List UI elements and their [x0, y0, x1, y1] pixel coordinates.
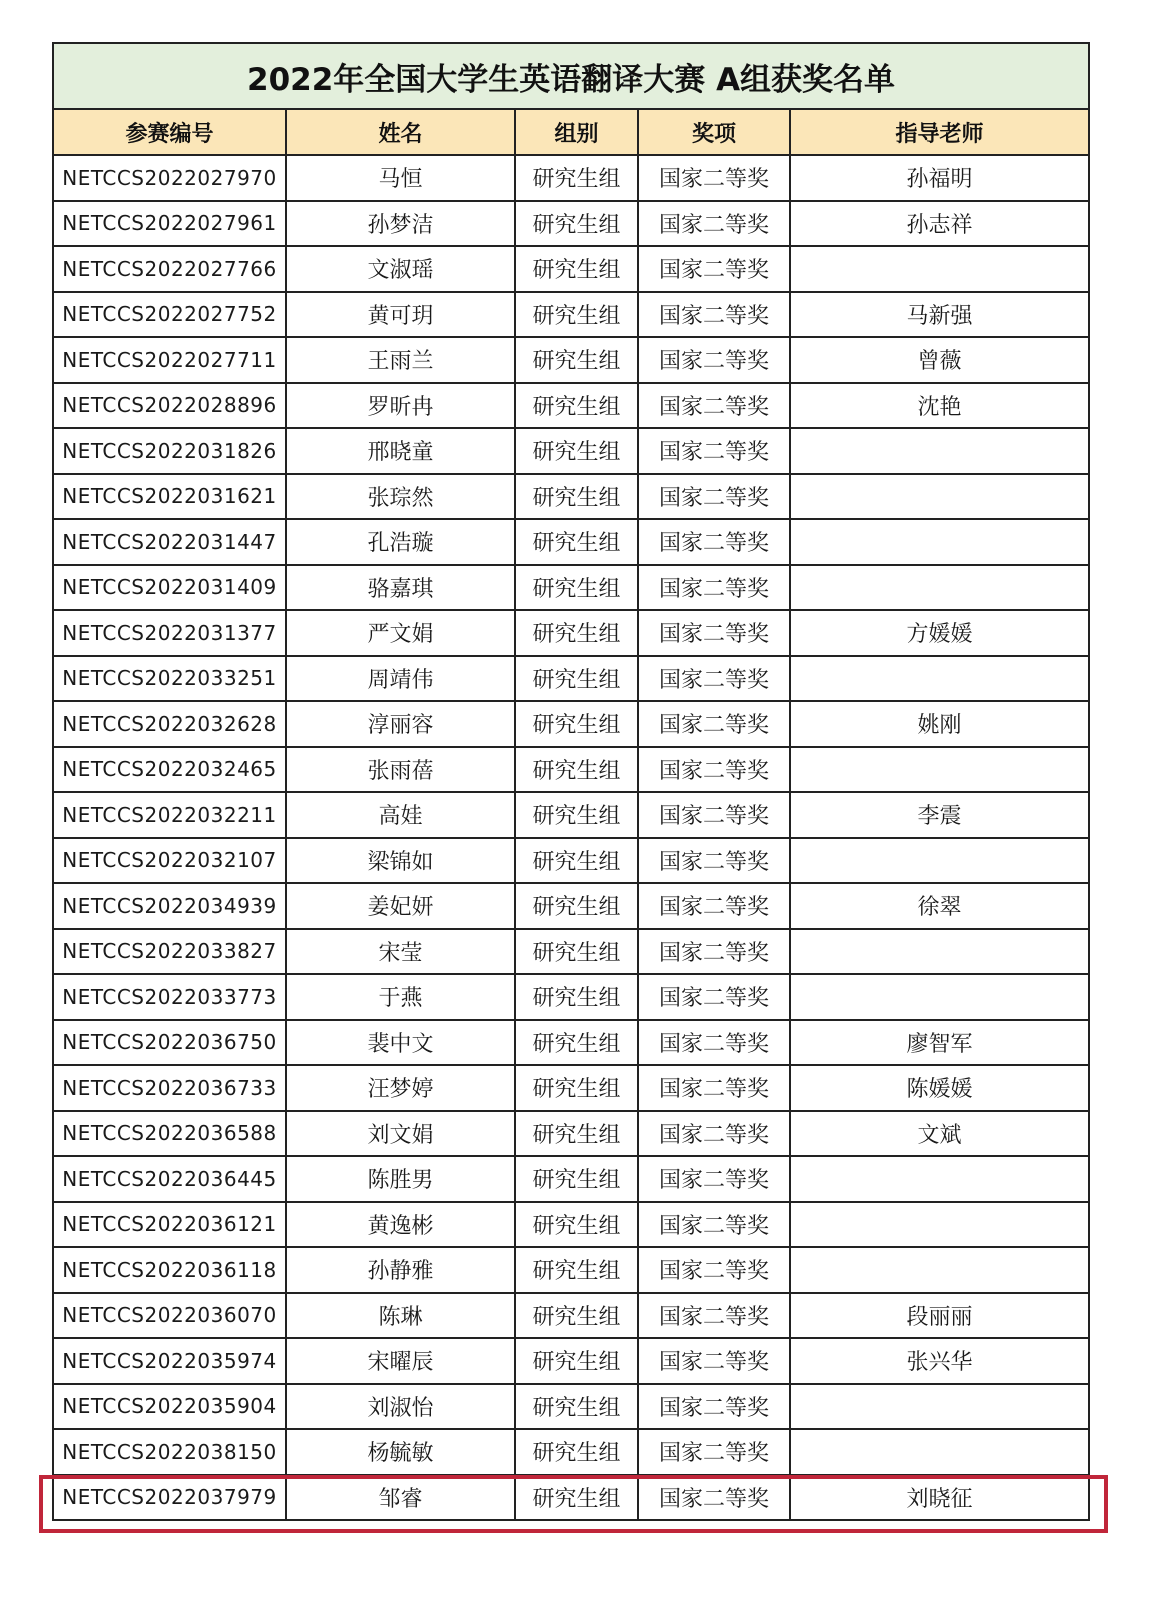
cell-id: NETCCS2022032211: [53, 792, 286, 838]
cell-award: 国家二等奖: [638, 838, 790, 884]
cell-group: 研究生组: [515, 519, 638, 565]
cell-award: 国家二等奖: [638, 974, 790, 1020]
cell-advisor: 孙志祥: [790, 201, 1089, 247]
cell-group: 研究生组: [515, 610, 638, 656]
table-row: [53, 747, 1089, 793]
cell-award: 国家二等奖: [638, 792, 790, 838]
cell-id: NETCCS2022036445: [53, 1156, 286, 1202]
table-row: [53, 1338, 1089, 1384]
cell-group: 研究生组: [515, 656, 638, 702]
table-row: [53, 1156, 1089, 1202]
cell-advisor: [790, 565, 1089, 611]
cell-advisor: 段丽丽: [790, 1293, 1089, 1339]
cell-advisor: [790, 747, 1089, 793]
cell-award: 国家二等奖: [638, 1065, 790, 1111]
cell-advisor: [790, 1156, 1089, 1202]
cell-award: 国家二等奖: [638, 246, 790, 292]
cell-name: 于燕: [286, 974, 515, 1020]
cell-advisor: [790, 1384, 1089, 1430]
cell-group: 研究生组: [515, 337, 638, 383]
cell-award: 国家二等奖: [638, 474, 790, 520]
cell-advisor: 徐翠: [790, 883, 1089, 929]
cell-name: 刘文娟: [286, 1111, 515, 1157]
cell-advisor: 方媛媛: [790, 610, 1089, 656]
table-row: [53, 792, 1089, 838]
cell-group: 研究生组: [515, 1338, 638, 1384]
cell-id: NETCCS2022036118: [53, 1247, 286, 1293]
cell-id: NETCCS2022037979: [53, 1475, 286, 1521]
cell-name: 马恒: [286, 155, 515, 201]
col-header-advisor: 指导老师: [790, 109, 1089, 155]
cell-group: 研究生组: [515, 1247, 638, 1293]
cell-group: 研究生组: [515, 1475, 638, 1521]
cell-group: 研究生组: [515, 1429, 638, 1475]
cell-group: 研究生组: [515, 1065, 638, 1111]
cell-name: 张琮然: [286, 474, 515, 520]
cell-group: 研究生组: [515, 201, 638, 247]
table-row: [53, 383, 1089, 429]
cell-name: 梁锦如: [286, 838, 515, 884]
cell-advisor: [790, 246, 1089, 292]
cell-group: 研究生组: [515, 292, 638, 338]
cell-name: 文淑瑶: [286, 246, 515, 292]
cell-advisor: [790, 1247, 1089, 1293]
cell-group: 研究生组: [515, 1293, 638, 1339]
col-header-award: 奖项: [638, 109, 790, 155]
cell-advisor: 李震: [790, 792, 1089, 838]
cell-id: NETCCS2022027970: [53, 155, 286, 201]
cell-id: NETCCS2022027711: [53, 337, 286, 383]
cell-group: 研究生组: [515, 246, 638, 292]
table-row: [53, 474, 1089, 520]
cell-award: 国家二等奖: [638, 1475, 790, 1521]
cell-id: NETCCS2022027752: [53, 292, 286, 338]
cell-group: 研究生组: [515, 383, 638, 429]
cell-group: 研究生组: [515, 428, 638, 474]
cell-id: NETCCS2022032628: [53, 701, 286, 747]
cell-id: NETCCS2022036588: [53, 1111, 286, 1157]
cell-award: 国家二等奖: [638, 929, 790, 975]
cell-name: 罗昕冉: [286, 383, 515, 429]
cell-id: NETCCS2022035904: [53, 1384, 286, 1430]
cell-id: NETCCS2022031409: [53, 565, 286, 611]
cell-name: 黄逸彬: [286, 1202, 515, 1248]
col-header-id: 参赛编号: [53, 109, 286, 155]
cell-award: 国家二等奖: [638, 701, 790, 747]
cell-award: 国家二等奖: [638, 565, 790, 611]
cell-group: 研究生组: [515, 883, 638, 929]
cell-name: 淳丽容: [286, 701, 515, 747]
cell-name: 姜妃妍: [286, 883, 515, 929]
cell-award: 国家二等奖: [638, 1429, 790, 1475]
cell-award: 国家二等奖: [638, 1384, 790, 1430]
cell-group: 研究生组: [515, 974, 638, 1020]
table-row: [53, 1247, 1089, 1293]
cell-advisor: 沈艳: [790, 383, 1089, 429]
cell-award: 国家二等奖: [638, 1111, 790, 1157]
cell-group: 研究生组: [515, 1111, 638, 1157]
table-row: [53, 883, 1089, 929]
cell-id: NETCCS2022031377: [53, 610, 286, 656]
cell-id: NETCCS2022027766: [53, 246, 286, 292]
cell-advisor: [790, 1202, 1089, 1248]
cell-award: 国家二等奖: [638, 428, 790, 474]
cell-award: 国家二等奖: [638, 155, 790, 201]
cell-group: 研究生组: [515, 1156, 638, 1202]
table-row: [53, 1384, 1089, 1430]
table-row: [53, 201, 1089, 247]
cell-award: 国家二等奖: [638, 1247, 790, 1293]
cell-advisor: [790, 656, 1089, 702]
table-row: [53, 1020, 1089, 1066]
cell-group: 研究生组: [515, 565, 638, 611]
cell-id: NETCCS2022036733: [53, 1065, 286, 1111]
cell-advisor: [790, 519, 1089, 565]
cell-advisor: 姚刚: [790, 701, 1089, 747]
cell-id: NETCCS2022031826: [53, 428, 286, 474]
cell-id: NETCCS2022033773: [53, 974, 286, 1020]
cell-name: 严文娟: [286, 610, 515, 656]
cell-name: 汪梦婷: [286, 1065, 515, 1111]
cell-group: 研究生组: [515, 747, 638, 793]
cell-group: 研究生组: [515, 792, 638, 838]
cell-name: 宋莹: [286, 929, 515, 975]
cell-advisor: 廖智军: [790, 1020, 1089, 1066]
cell-group: 研究生组: [515, 701, 638, 747]
cell-name: 张雨蓓: [286, 747, 515, 793]
cell-award: 国家二等奖: [638, 1156, 790, 1202]
table-row: [53, 428, 1089, 474]
cell-advisor: 文斌: [790, 1111, 1089, 1157]
cell-group: 研究生组: [515, 929, 638, 975]
cell-name: 周靖伟: [286, 656, 515, 702]
cell-award: 国家二等奖: [638, 383, 790, 429]
cell-group: 研究生组: [515, 474, 638, 520]
cell-award: 国家二等奖: [638, 1338, 790, 1384]
cell-advisor: [790, 929, 1089, 975]
cell-group: 研究生组: [515, 838, 638, 884]
cell-group: 研究生组: [515, 1384, 638, 1430]
table-row: [53, 155, 1089, 201]
cell-id: NETCCS2022038150: [53, 1429, 286, 1475]
table-row: [53, 1429, 1089, 1475]
cell-id: NETCCS2022032465: [53, 747, 286, 793]
cell-advisor: [790, 474, 1089, 520]
cell-advisor: 曾薇: [790, 337, 1089, 383]
cell-advisor: [790, 428, 1089, 474]
table-row: [53, 1475, 1089, 1521]
table-row: [53, 565, 1089, 611]
cell-award: 国家二等奖: [638, 1020, 790, 1066]
cell-award: 国家二等奖: [638, 519, 790, 565]
table-row: [53, 337, 1089, 383]
cell-award: 国家二等奖: [638, 656, 790, 702]
cell-name: 孙静雅: [286, 1247, 515, 1293]
cell-id: NETCCS2022033251: [53, 656, 286, 702]
cell-id: NETCCS2022035974: [53, 1338, 286, 1384]
cell-name: 裴中文: [286, 1020, 515, 1066]
cell-name: 陈胜男: [286, 1156, 515, 1202]
col-header-name: 姓名: [286, 109, 515, 155]
cell-name: 陈琳: [286, 1293, 515, 1339]
cell-award: 国家二等奖: [638, 747, 790, 793]
cell-name: 刘淑怡: [286, 1384, 515, 1430]
table-title: 2022年全国大学生英语翻译大赛 A组获奖名单: [53, 43, 1089, 109]
cell-id: NETCCS2022028896: [53, 383, 286, 429]
table-row: [53, 929, 1089, 975]
cell-advisor: 张兴华: [790, 1338, 1089, 1384]
cell-id: NETCCS2022027961: [53, 201, 286, 247]
cell-award: 国家二等奖: [638, 201, 790, 247]
table-row: [53, 292, 1089, 338]
table-row: [53, 246, 1089, 292]
cell-name: 黄可玥: [286, 292, 515, 338]
table-row: [53, 610, 1089, 656]
cell-advisor: 孙福明: [790, 155, 1089, 201]
cell-award: 国家二等奖: [638, 1293, 790, 1339]
cell-advisor: [790, 1429, 1089, 1475]
cell-award: 国家二等奖: [638, 292, 790, 338]
cell-advisor: 马新强: [790, 292, 1089, 338]
cell-award: 国家二等奖: [638, 883, 790, 929]
cell-award: 国家二等奖: [638, 1202, 790, 1248]
cell-advisor: 陈媛媛: [790, 1065, 1089, 1111]
cell-id: NETCCS2022034939: [53, 883, 286, 929]
cell-id: NETCCS2022033827: [53, 929, 286, 975]
cell-group: 研究生组: [515, 1202, 638, 1248]
cell-award: 国家二等奖: [638, 610, 790, 656]
cell-group: 研究生组: [515, 1020, 638, 1066]
header-row: [53, 109, 1089, 155]
cell-id: NETCCS2022036121: [53, 1202, 286, 1248]
col-header-group: 组别: [515, 109, 638, 155]
cell-name: 宋曜辰: [286, 1338, 515, 1384]
award-list-table: [52, 42, 1090, 1521]
cell-id: NETCCS2022036070: [53, 1293, 286, 1339]
cell-name: 邹睿: [286, 1475, 515, 1521]
cell-advisor: [790, 838, 1089, 884]
cell-name: 邢晓童: [286, 428, 515, 474]
cell-award: 国家二等奖: [638, 337, 790, 383]
cell-name: 杨毓敏: [286, 1429, 515, 1475]
cell-name: 孔浩璇: [286, 519, 515, 565]
table-row: [53, 974, 1089, 1020]
table-row: [53, 1293, 1089, 1339]
cell-id: NETCCS2022031621: [53, 474, 286, 520]
table-row: [53, 1202, 1089, 1248]
table-row: [53, 656, 1089, 702]
cell-name: 王雨兰: [286, 337, 515, 383]
cell-advisor: [790, 974, 1089, 1020]
table-row: [53, 838, 1089, 884]
cell-advisor: 刘晓征: [790, 1475, 1089, 1521]
cell-name: 骆嘉琪: [286, 565, 515, 611]
title-row: [53, 43, 1089, 109]
table-row: [53, 701, 1089, 747]
cell-id: NETCCS2022036750: [53, 1020, 286, 1066]
cell-group: 研究生组: [515, 155, 638, 201]
cell-name: 高娃: [286, 792, 515, 838]
table-row: [53, 1111, 1089, 1157]
cell-id: NETCCS2022031447: [53, 519, 286, 565]
table-row: [53, 519, 1089, 565]
cell-id: NETCCS2022032107: [53, 838, 286, 884]
table-row: [53, 1065, 1089, 1111]
cell-name: 孙梦洁: [286, 201, 515, 247]
